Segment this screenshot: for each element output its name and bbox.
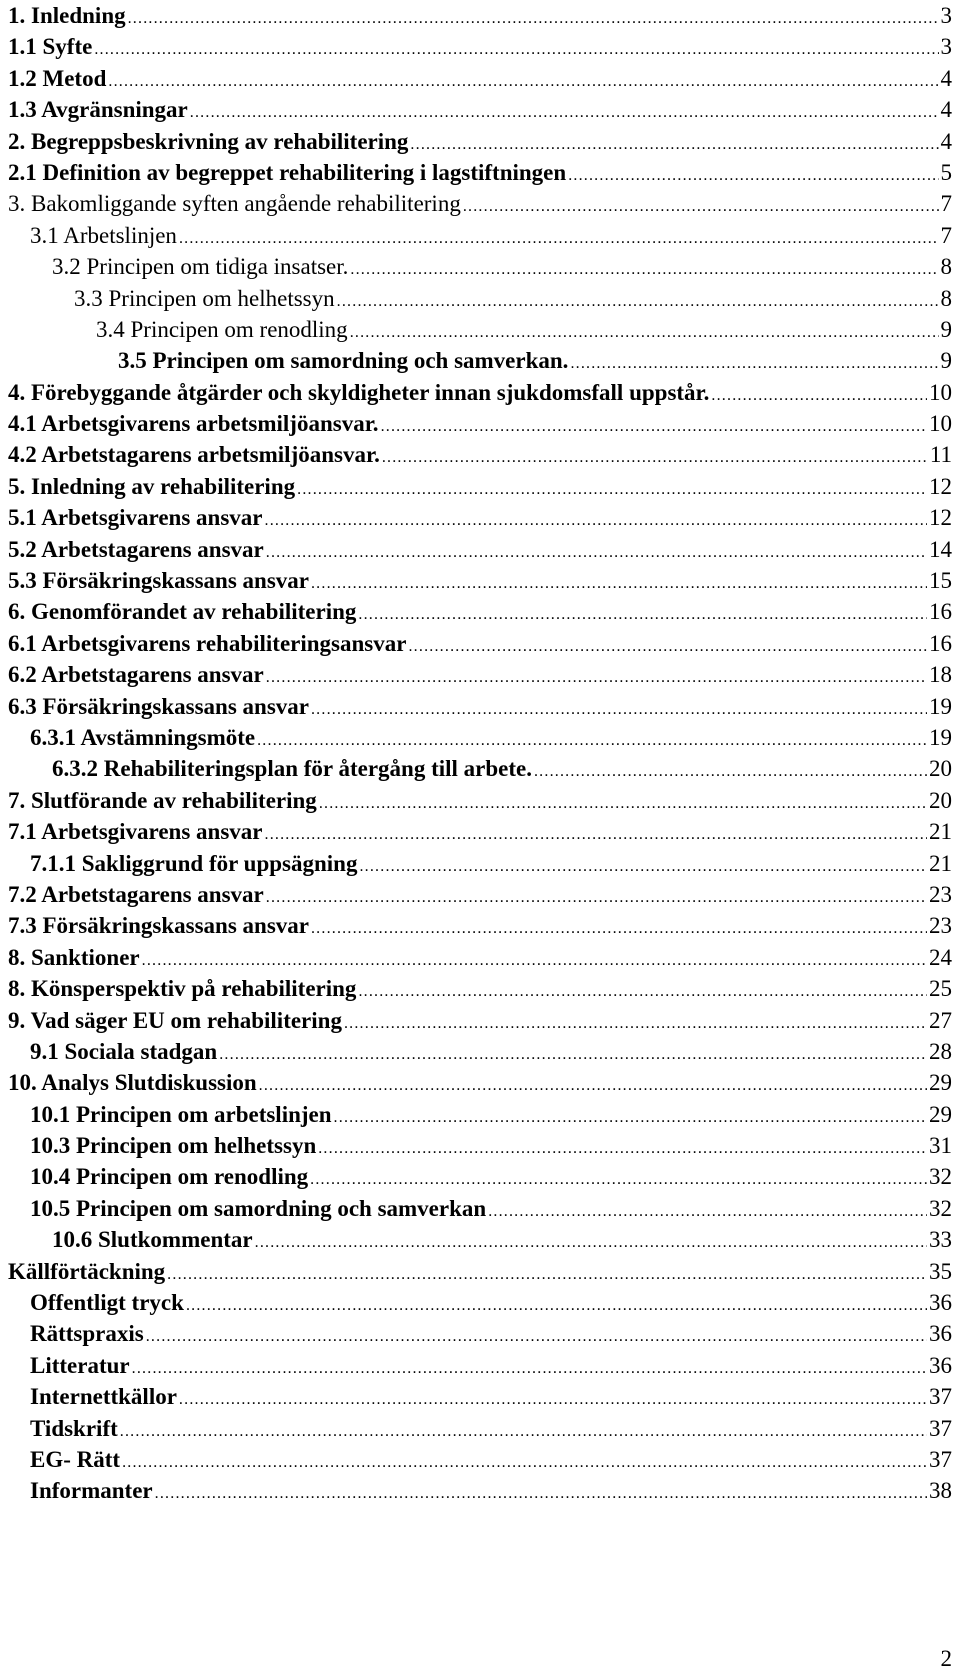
toc-entry-title: 7.1.1 Sakliggrund för uppsägning: [30, 850, 358, 876]
toc-entry[interactable]: [8, 471, 952, 502]
toc-dot-leader: [310, 1164, 927, 1195]
toc-dot-leader: [266, 882, 927, 913]
toc-entry[interactable]: [8, 63, 952, 94]
toc-entry[interactable]: [8, 1444, 952, 1475]
page-number: 2: [940, 1646, 952, 1671]
toc-entry-page: 15: [929, 568, 952, 594]
toc-entry[interactable]: [8, 1350, 952, 1381]
toc-entry[interactable]: [8, 377, 952, 408]
toc-entry[interactable]: [8, 785, 952, 816]
toc-dot-leader: [265, 819, 928, 850]
toc-dot-leader: [381, 411, 927, 442]
toc-entry[interactable]: [8, 283, 952, 314]
toc-dot-leader: [255, 1227, 927, 1258]
toc-dot-leader: [179, 1384, 927, 1415]
toc-entry-title: 9.1 Sociala stadgan: [30, 1038, 218, 1064]
toc-dot-leader: [120, 1416, 927, 1447]
toc-entry-page: 14: [929, 536, 952, 562]
toc-dot-leader: [94, 34, 938, 65]
toc-dot-leader: [257, 725, 927, 756]
toc-entry-title: Informanter: [30, 1478, 153, 1504]
toc-entry-page: 19: [929, 693, 952, 719]
toc-dot-leader: [167, 1259, 927, 1290]
toc-entry-title: 5. Inledning av rehabilitering: [8, 473, 296, 499]
toc-entry-page: 37: [929, 1415, 952, 1441]
toc-entry[interactable]: [8, 942, 952, 973]
toc-entry-page: 5: [940, 159, 952, 185]
toc-entry-page: 9: [940, 348, 952, 374]
toc-entry-title: 7.3 Försäkringskassans ansvar: [8, 913, 309, 939]
toc-entry-page: 36: [929, 1352, 952, 1378]
toc-entry[interactable]: [8, 0, 952, 31]
toc-entry-page: 27: [929, 1007, 952, 1033]
toc-dot-leader: [344, 1008, 927, 1039]
toc-dot-leader: [219, 1039, 927, 1070]
toc-dot-leader: [350, 254, 938, 285]
toc-entry-title: 1. Inledning: [8, 3, 126, 28]
toc-dot-leader: [266, 537, 927, 568]
toc-dot-leader: [350, 317, 939, 348]
toc-dot-leader: [311, 568, 927, 599]
toc-entry-page: 24: [929, 944, 952, 970]
toc-entry-title: 6.3.2 Rehabiliteringsplan för återgång till arbete.: [52, 756, 532, 782]
toc-entry-page: 8: [940, 254, 952, 280]
toc-entry[interactable]: [8, 1318, 952, 1349]
toc-entry[interactable]: [8, 502, 952, 533]
toc-entry-page: 9: [940, 316, 952, 342]
toc-entry-page: 8: [940, 285, 952, 311]
toc-entry-page: 4: [940, 128, 952, 154]
toc-entry[interactable]: [8, 879, 952, 910]
toc-entry-title: 9. Vad säger EU om rehabilitering: [8, 1007, 342, 1033]
toc-entry-title: 8. Sanktioner: [8, 944, 140, 970]
toc-entry[interactable]: [8, 1130, 952, 1161]
toc-entry-page: 20: [929, 756, 952, 782]
toc-entry-page: 4: [940, 65, 952, 91]
toc-entry[interactable]: [8, 1256, 952, 1287]
toc-entry-title: 4.1 Arbetsgivarens arbetsmiljöansvar.: [8, 411, 379, 437]
toc-entry-title: 1.2 Metod: [8, 65, 107, 91]
toc-entry[interactable]: [8, 1193, 952, 1224]
toc-entry[interactable]: [8, 816, 952, 847]
toc-entry-page: 7: [940, 222, 952, 248]
toc-dot-leader: [155, 1478, 927, 1509]
toc-entry-page: 36: [929, 1290, 952, 1316]
toc-dot-leader: [318, 1133, 927, 1164]
toc-entry-page: 23: [929, 913, 952, 939]
toc-entry-title: 6.3 Försäkringskassans ansvar: [8, 693, 309, 719]
toc-entry-title: 3.2 Principen om tidiga insatser.: [52, 254, 349, 280]
toc-dot-leader: [408, 631, 927, 662]
toc-entry[interactable]: [8, 31, 952, 62]
toc-entry[interactable]: [8, 1381, 952, 1412]
toc-entry-title: Offentligt tryck: [30, 1290, 184, 1316]
toc-entry-title: 6.1 Arbetsgivarens rehabiliteringsansvar: [8, 630, 407, 656]
toc-dot-leader: [122, 1447, 927, 1478]
toc-dot-leader: [534, 756, 927, 787]
toc-dot-leader: [146, 1321, 927, 1352]
toc-entry[interactable]: [8, 848, 952, 879]
toc-dot-leader: [259, 1070, 927, 1101]
toc-entry-title: 5.1 Arbetsgivarens ansvar: [8, 505, 263, 531]
toc-entry[interactable]: [8, 126, 952, 157]
toc-entry-page: 12: [929, 505, 952, 531]
toc-entry[interactable]: [8, 1224, 952, 1255]
toc-entry[interactable]: [8, 408, 952, 439]
toc-entry[interactable]: [8, 628, 952, 659]
toc-entry-title: 10.6 Slutkommentar: [52, 1227, 253, 1253]
toc-dot-leader: [265, 505, 928, 536]
toc-entry-title: 2. Begreppsbeskrivning av rehabilitering: [8, 128, 409, 154]
toc-entry-title: 10. Analys Slutdiskussion: [8, 1070, 257, 1096]
toc-dot-leader: [132, 1353, 927, 1384]
toc-entry-title: 6.2 Arbetstagarens ansvar: [8, 662, 264, 688]
toc-entry[interactable]: [8, 973, 952, 1004]
toc-entry[interactable]: [8, 251, 952, 282]
toc-entry-page: 3: [940, 34, 952, 60]
toc-entry[interactable]: [8, 188, 952, 219]
toc-entry[interactable]: [8, 94, 952, 125]
toc-entry-title: Litteratur: [30, 1352, 130, 1378]
toc-entry-title: 10.1 Principen om arbetslinjen: [30, 1101, 332, 1127]
table-of-contents: [8, 0, 952, 1507]
toc-entry-page: 7: [940, 191, 952, 217]
toc-entry-title: 4. Förebyggande åtgärder och skyldigheter innan sjukdomsfall uppstår.: [8, 379, 710, 405]
toc-entry-page: 16: [929, 630, 952, 656]
toc-entry[interactable]: [8, 345, 952, 376]
toc-entry-page: 35: [929, 1258, 952, 1284]
toc-entry-title: 3.4 Principen om renodling: [96, 316, 348, 342]
toc-entry-title: 3.5 Principen om samordning och samverkan.: [118, 348, 569, 374]
toc-entry-title: Tidskrift: [30, 1415, 118, 1441]
toc-entry-page: 23: [929, 881, 952, 907]
toc-entry[interactable]: [8, 1413, 952, 1444]
toc-entry[interactable]: [8, 534, 952, 565]
toc-entry[interactable]: [8, 910, 952, 941]
toc-entry-page: 10: [929, 411, 952, 437]
toc-dot-leader: [410, 129, 938, 160]
toc-entry-title: 8. Könsperspektiv på rehabilitering: [8, 976, 357, 1002]
toc-dot-leader: [128, 3, 939, 34]
toc-entry-title: 1.3 Avgränsningar: [8, 97, 188, 123]
toc-entry-title: EG- Rätt: [30, 1446, 121, 1472]
toc-dot-leader: [382, 442, 928, 473]
toc-entry-title: 1.1 Syfte: [8, 34, 93, 60]
toc-entry[interactable]: [8, 220, 952, 251]
toc-dot-leader: [266, 662, 927, 693]
toc-entry-page: 37: [929, 1446, 952, 1472]
toc-entry-title: Internettkällor: [30, 1384, 177, 1410]
toc-entry[interactable]: [8, 722, 952, 753]
toc-entry-title: 6.3.1 Avstämningsmöte: [30, 724, 256, 750]
toc-entry-page: 19: [929, 724, 952, 750]
toc-entry-title: 5.3 Försäkringskassans ansvar: [8, 568, 309, 594]
toc-dot-leader: [190, 97, 939, 128]
toc-entry-title: 6. Genomförandet av rehabilitering: [8, 599, 357, 625]
toc-entry-page: 21: [929, 819, 952, 845]
toc-entry[interactable]: [8, 439, 952, 470]
toc-dot-leader: [297, 474, 927, 505]
toc-entry[interactable]: [8, 1067, 952, 1098]
toc-entry-title: 7.1 Arbetsgivarens ansvar: [8, 819, 263, 845]
toc-entry-title: 10.4 Principen om renodling: [30, 1164, 309, 1190]
toc-entry[interactable]: [8, 1036, 952, 1067]
toc-entry-page: 28: [929, 1038, 952, 1064]
toc-entry-page: 29: [929, 1070, 952, 1096]
toc-entry-page: 32: [929, 1195, 952, 1221]
toc-dot-leader: [142, 945, 927, 976]
toc-entry[interactable]: [8, 1475, 952, 1506]
toc-entry-page: 25: [929, 976, 952, 1002]
toc-dot-leader: [488, 1196, 927, 1227]
toc-entry[interactable]: [8, 753, 952, 784]
toc-entry-title: 7. Slutförande av rehabilitering: [8, 787, 317, 813]
toc-dot-leader: [337, 286, 939, 317]
toc-entry-title: 3.1 Arbetslinjen: [30, 222, 177, 248]
toc-entry-page: 38: [929, 1478, 952, 1504]
toc-dot-leader: [568, 160, 938, 191]
toc-entry-page: 18: [929, 662, 952, 688]
toc-dot-leader: [358, 976, 927, 1007]
toc-entry-title: 7.2 Arbetstagarens ansvar: [8, 881, 264, 907]
toc-entry-page: 37: [929, 1384, 952, 1410]
toc-entry-page: 16: [929, 599, 952, 625]
toc-entry-title: 2.1 Definition av begreppet rehabilitering i lagstiftningen: [8, 159, 567, 185]
toc-entry-title: 4.2 Arbetstagarens arbetsmiljöansvar.: [8, 442, 380, 468]
toc-entry[interactable]: [8, 565, 952, 596]
toc-entry[interactable]: [8, 691, 952, 722]
toc-dot-leader: [179, 223, 939, 254]
toc-entry-title: 3.3 Principen om helhetssyn: [74, 285, 335, 311]
toc-entry[interactable]: [8, 314, 952, 345]
toc-entry[interactable]: [8, 1161, 952, 1192]
toc-entry-title: 3. Bakomliggande syften angående rehabilitering: [8, 191, 461, 217]
toc-dot-leader: [359, 851, 927, 882]
toc-entry-page: 11: [929, 442, 952, 468]
toc-entry-title: 5.2 Arbetstagarens ansvar: [8, 536, 264, 562]
toc-entry-page: 12: [929, 473, 952, 499]
toc-dot-leader: [186, 1290, 927, 1321]
toc-entry-title: 10.3 Principen om helhetssyn: [30, 1133, 317, 1159]
toc-entry-page: 3: [940, 3, 952, 28]
toc-entry-page: 32: [929, 1164, 952, 1190]
toc-entry[interactable]: [8, 1099, 952, 1130]
toc-entry-page: 10: [929, 379, 952, 405]
toc-dot-leader: [358, 599, 927, 630]
toc-entry-page: 33: [929, 1227, 952, 1253]
toc-dot-leader: [311, 694, 927, 725]
toc-dot-leader: [108, 66, 938, 97]
toc-entry-title: 10.5 Principen om samordning och samverkan: [30, 1195, 487, 1221]
toc-entry[interactable]: [8, 1287, 952, 1318]
toc-entry-title: Källförtäckning: [8, 1258, 166, 1284]
toc-entry-page: 29: [929, 1101, 952, 1127]
toc-entry-page: 20: [929, 787, 952, 813]
toc-entry-page: 21: [929, 850, 952, 876]
toc-dot-leader: [319, 788, 927, 819]
toc-dot-leader: [311, 913, 927, 944]
toc-entry[interactable]: [8, 157, 952, 188]
toc-entry-title: Rättspraxis: [30, 1321, 144, 1347]
toc-dot-leader: [570, 348, 938, 379]
toc-entry-page: 36: [929, 1321, 952, 1347]
toc-entry-page: 31: [929, 1133, 952, 1159]
toc-entry[interactable]: [8, 1005, 952, 1036]
toc-dot-leader: [711, 380, 927, 411]
toc-entry[interactable]: [8, 596, 952, 627]
toc-entry[interactable]: [8, 659, 952, 690]
toc-dot-leader: [463, 191, 939, 222]
toc-entry-page: 4: [940, 97, 952, 123]
toc-dot-leader: [334, 1102, 927, 1133]
